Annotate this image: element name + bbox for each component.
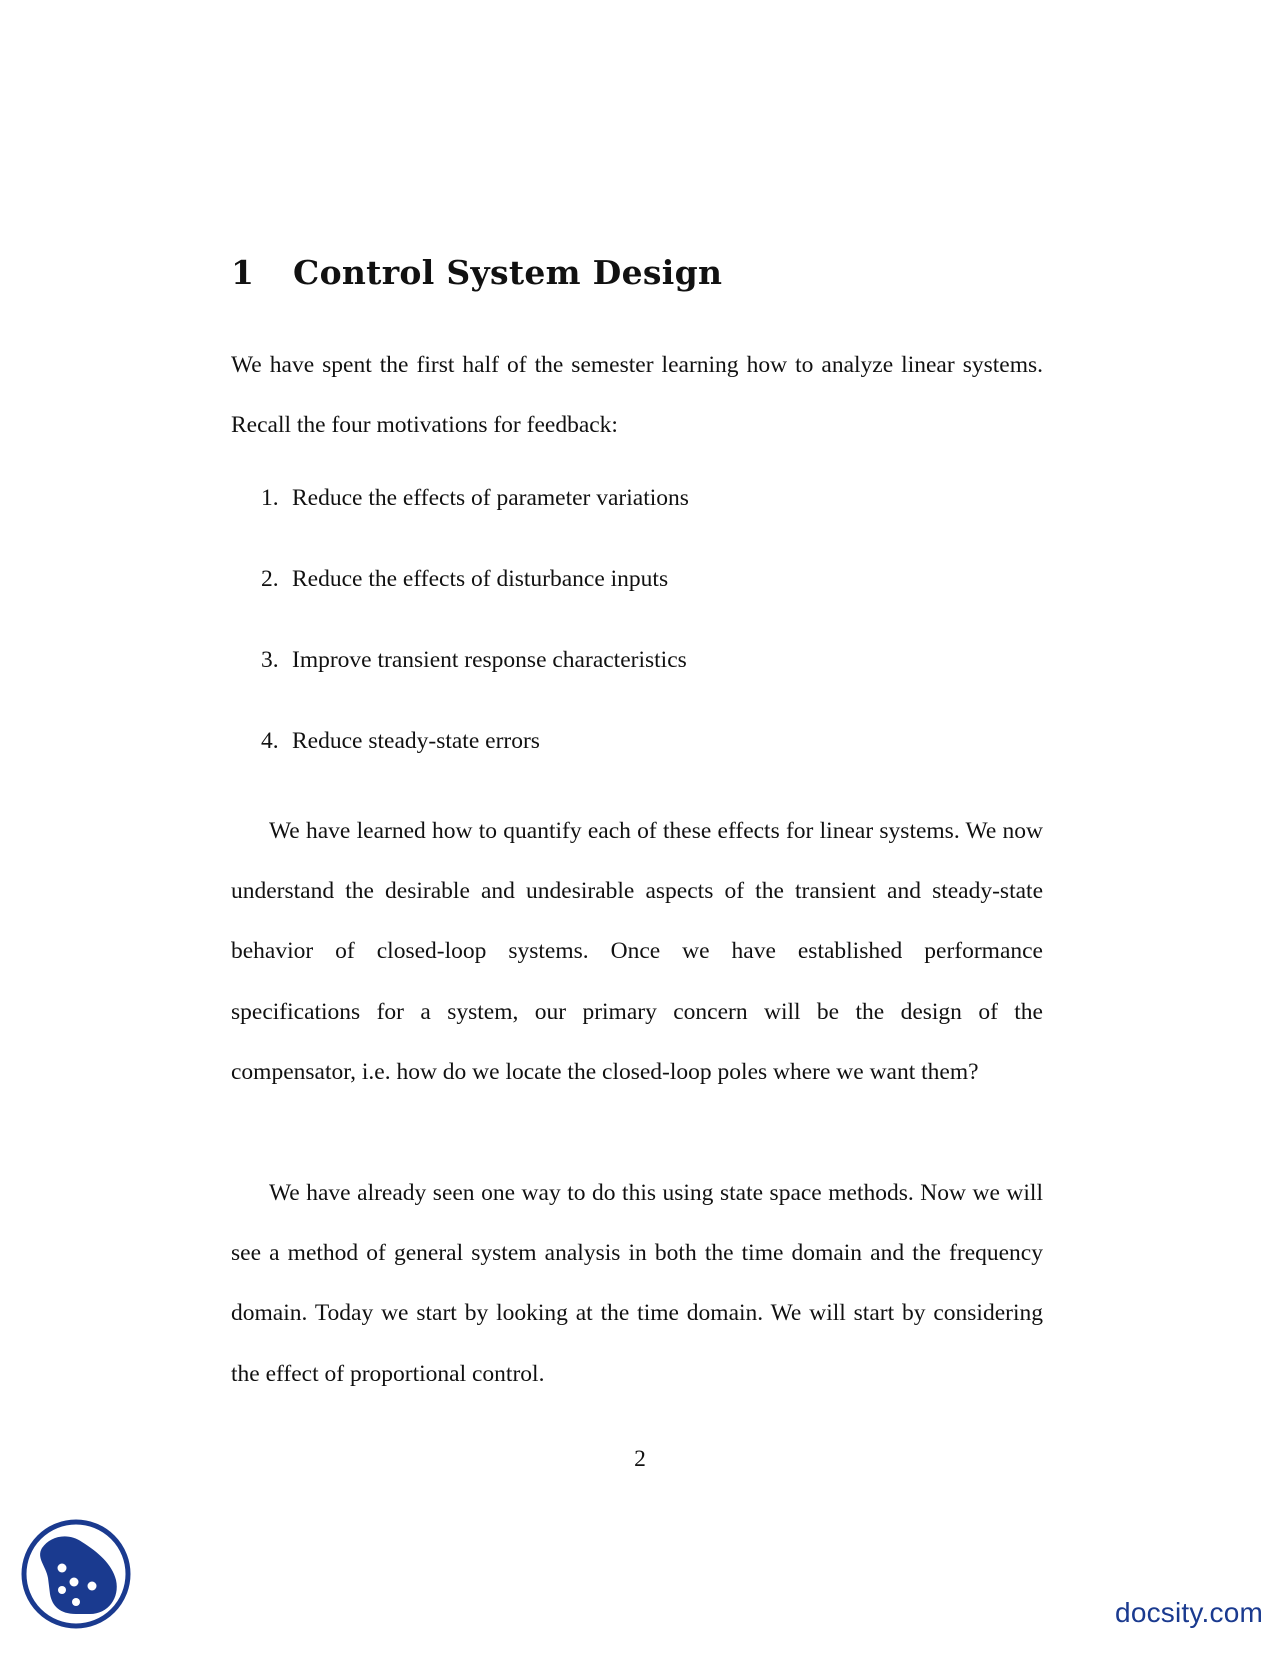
section-heading — [231, 253, 722, 292]
section-title: Control System Design — [293, 253, 723, 292]
section-number: 1 — [231, 253, 255, 292]
list-item-number: 2. — [261, 566, 279, 592]
list-item-text: Reduce steady-state errors — [292, 728, 540, 754]
list-item — [261, 484, 689, 565]
motivations-list — [261, 484, 689, 808]
intro-paragraph: We have spent the first half of the semester learning how to analyze linear systems. Recall the four motivations for feedback: — [231, 352, 1043, 439]
list-item-number: 3. — [261, 647, 279, 673]
list-item — [261, 565, 689, 646]
list-item-text: Improve transient response characteristics — [292, 647, 687, 673]
docsity-brand-link[interactable]: docsity.com — [1115, 1597, 1263, 1628]
body-paragraph: We have already seen one way to do this using state space methods. Now we will see a method of general system analysis in both the time domain and the frequency domain. Today we start by looking at the time domain. We will start by considering the effect of proportional control. — [231, 1180, 1043, 1387]
list-item-text: Reduce the effects of disturbance inputs — [292, 566, 669, 592]
list-item-text: Reduce the effects of parameter variations — [292, 485, 689, 511]
list-item — [261, 727, 689, 808]
list-item-number: 1. — [261, 485, 279, 511]
list-item — [261, 646, 689, 727]
page-number: 2 — [634, 1446, 646, 1472]
body-paragraph: We have learned how to quantify each of these effects for linear systems. We now understand the desirable and undesirable aspects of the transient and steady-state behavior of closed-loop systems. Once we have established performance specifications for a system, our primary concern will be the design of the compensator, i.e. how do we locate the closed-loop poles where we want them? — [231, 818, 1043, 1085]
docsity-logo-icon[interactable] — [20, 1518, 132, 1630]
list-item-number: 4. — [261, 728, 279, 754]
